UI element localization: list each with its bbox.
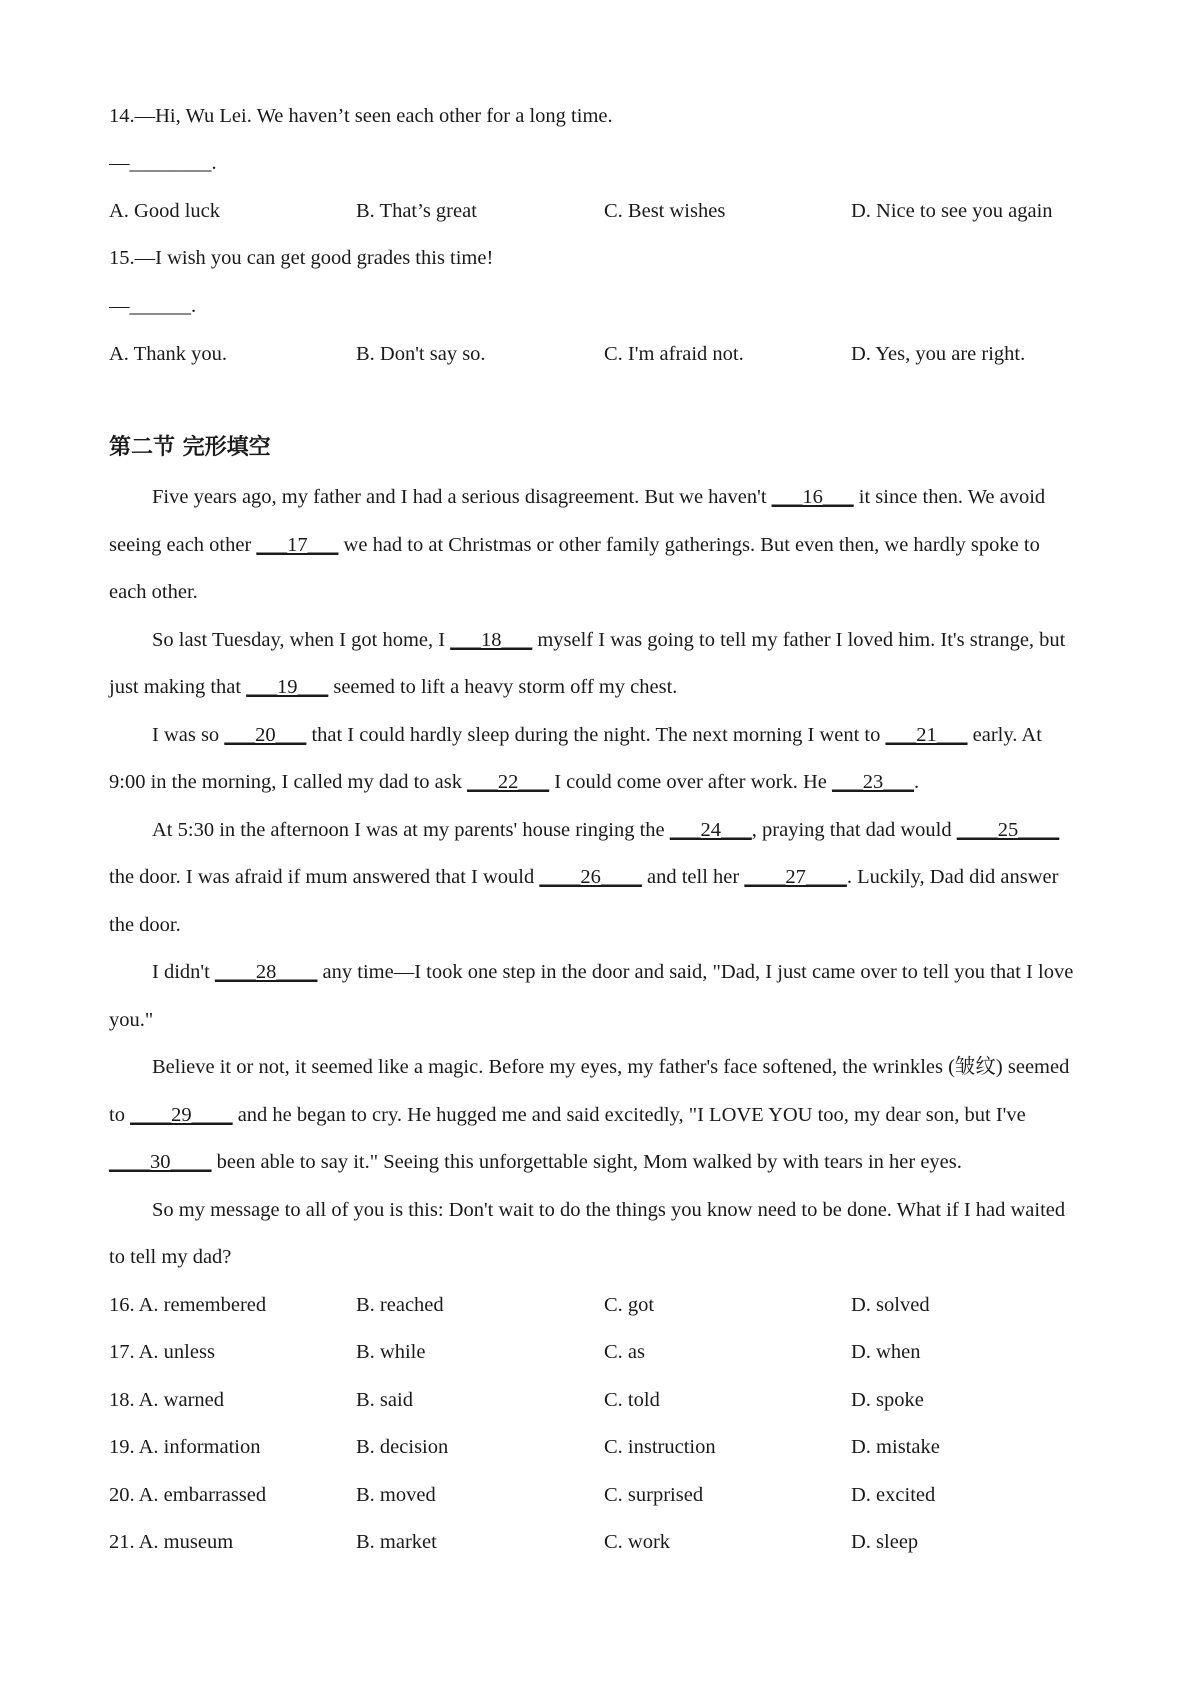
passage-text: So my message to all of you is this: Don't wait to do the things you know need to be done. What if I had waited (152, 1199, 1066, 1221)
cloze-18-option-b: B. said (356, 1389, 413, 1411)
question-15-option-b: B. Don't say so. (356, 343, 486, 365)
question-14-option-c: C. Best wishes (604, 200, 726, 222)
cloze-20-option-d: D. excited (851, 1484, 936, 1506)
cloze-19-option-d: D. mistake (851, 1436, 940, 1458)
passage-text: to tell my dad? (109, 1246, 232, 1268)
cloze-20-option-c: C. surprised (604, 1484, 704, 1506)
blank-18: ___18___ (450, 629, 533, 651)
passage-text: and he began to cry. He hugged me and said excitedly, "I LOVE YOU too, my dear son, but I've (232, 1104, 1026, 1126)
passage-line-3 (109, 577, 198, 607)
passage-text: I could come over after work. He (549, 771, 833, 793)
passage-text: 9:00 in the morning, I called my dad to ask (109, 771, 468, 793)
cloze-19-option-a: 19. A. information (109, 1436, 261, 1458)
passage-text: the door. (109, 914, 181, 936)
blank-28: ____28____ (214, 961, 318, 983)
passage-text: . (914, 771, 920, 793)
passage-text: and tell her (641, 866, 745, 888)
cloze-21-option-c: C. work (604, 1531, 671, 1553)
passage-line-5 (109, 672, 677, 702)
cloze-16-option-a: 16. A. remembered (109, 1294, 267, 1316)
blank-19: ___19___ (246, 676, 329, 698)
cloze-21-option-d: D. sleep (851, 1531, 919, 1553)
blank-16: ___16___ (771, 486, 854, 508)
blank-22: ___22___ (467, 771, 550, 793)
question-14-reply: —________. (109, 152, 217, 174)
passage-text: So last Tuesday, when I got home, I (152, 629, 451, 651)
passage-line-14 (109, 1100, 1026, 1130)
question-15-option-a: A. Thank you. (109, 343, 228, 365)
passage-text: seeing each other (109, 534, 257, 556)
cloze-20-option-b: B. moved (356, 1484, 436, 1506)
passage-line-9 (109, 862, 1058, 892)
question-14-stem: 14.—Hi, Wu Lei. We haven’t seen each other for a long time. (109, 105, 613, 127)
cloze-16-option-b: B. reached (356, 1294, 444, 1316)
blank-25: ____25____ (956, 819, 1060, 841)
cloze-18-option-c: C. told (604, 1389, 660, 1411)
passage-text: to (109, 1104, 131, 1126)
cloze-16-option-d: D. solved (851, 1294, 930, 1316)
passage-text: , praying that dad would (751, 819, 957, 841)
passage-text: that I could hardly sleep during the night. The next morning I went to (306, 724, 886, 746)
passage-text: each other. (109, 581, 198, 603)
blank-17: ___17___ (256, 534, 339, 556)
cloze-17-option-b: B. while (356, 1341, 426, 1363)
passage-text: . Luckily, Dad did answer (846, 866, 1059, 888)
question-14-option-a: A. Good luck (109, 200, 221, 222)
blank-26: ____26____ (539, 866, 642, 888)
passage-line-13 (152, 1052, 1069, 1082)
cloze-19-option-b: B. decision (356, 1436, 449, 1458)
question-15-reply: —______. (109, 295, 197, 317)
blank-21: ___21___ (885, 724, 968, 746)
passage-text: Believe it or not, it seemed like a magic. Before my eyes, my father's face softened, the wrinkles (皱纹) seemed (152, 1056, 1070, 1078)
cloze-21-option-a: 21. A. museum (109, 1531, 234, 1553)
question-15-option-c: C. I'm afraid not. (604, 343, 744, 365)
passage-line-10 (109, 910, 181, 940)
passage-text: we had to at Christmas or other family gatherings. But even then, we hardly spoke to (338, 534, 1040, 556)
question-15-option-d: D. Yes, you are right. (851, 343, 1026, 365)
cloze-17-option-c: C. as (604, 1341, 645, 1363)
passage-text: I was so (152, 724, 225, 746)
passage-text: you." (109, 1009, 154, 1031)
blank-30: ____30____ (109, 1151, 212, 1173)
passage-line-4 (152, 625, 1065, 655)
question-14-option-b: B. That’s great (356, 200, 477, 222)
passage-text: I didn't (152, 961, 215, 983)
question-15-stem: 15.—I wish you can get good grades this time! (109, 247, 494, 269)
passage-text: it since then. We avoid (853, 486, 1046, 508)
passage-text: myself I was going to tell my father I loved him. It's strange, but (532, 629, 1066, 651)
passage-line-1 (152, 482, 1045, 512)
passage-line-2 (109, 530, 1040, 560)
passage-line-15 (109, 1147, 962, 1177)
passage-text: just making that (109, 676, 247, 698)
blank-27: ____27____ (744, 866, 847, 888)
passage-line-8 (152, 815, 1059, 845)
passage-text: seemed to lift a heavy storm off my chest. (328, 676, 678, 698)
cloze-17-option-a: 17. A. unless (109, 1341, 215, 1363)
passage-text: any time—I took one step in the door and said, "Dad, I just came over to tell you that I love (317, 961, 1074, 983)
blank-29: ____29____ (130, 1104, 233, 1126)
passage-line-11 (152, 957, 1073, 987)
cloze-18-option-d: D. spoke (851, 1389, 924, 1411)
passage-line-6 (152, 720, 1042, 750)
blank-24: ___24___ (669, 819, 752, 841)
passage-line-12 (109, 1005, 153, 1035)
cloze-18-option-a: 18. A. warned (109, 1389, 225, 1411)
passage-line-7 (109, 767, 919, 797)
cloze-21-option-b: B. market (356, 1531, 437, 1553)
passage-line-17 (109, 1242, 231, 1272)
blank-23: ___23___ (832, 771, 915, 793)
passage-text: early. At (967, 724, 1042, 746)
passage-line-16 (152, 1195, 1065, 1225)
passage-text: At 5:30 in the afternoon I was at my parents' house ringing the (152, 819, 670, 841)
question-14-option-d: D. Nice to see you again (851, 200, 1053, 222)
cloze-17-option-d: D. when (851, 1341, 921, 1363)
cloze-16-option-c: C. got (604, 1294, 655, 1316)
blank-20: ___20___ (224, 724, 307, 746)
passage-text: Five years ago, my father and I had a serious disagreement. But we haven't (152, 486, 772, 508)
cloze-20-option-a: 20. A. embarrassed (109, 1484, 267, 1506)
section-title: 第二节 完形填空 (109, 435, 271, 460)
passage-text: the door. I was afraid if mum answered that I would (109, 866, 540, 888)
passage-text: been able to say it." Seeing this unforgettable sight, Mom walked by with tears in her eyes. (211, 1151, 962, 1173)
cloze-19-option-c: C. instruction (604, 1436, 716, 1458)
